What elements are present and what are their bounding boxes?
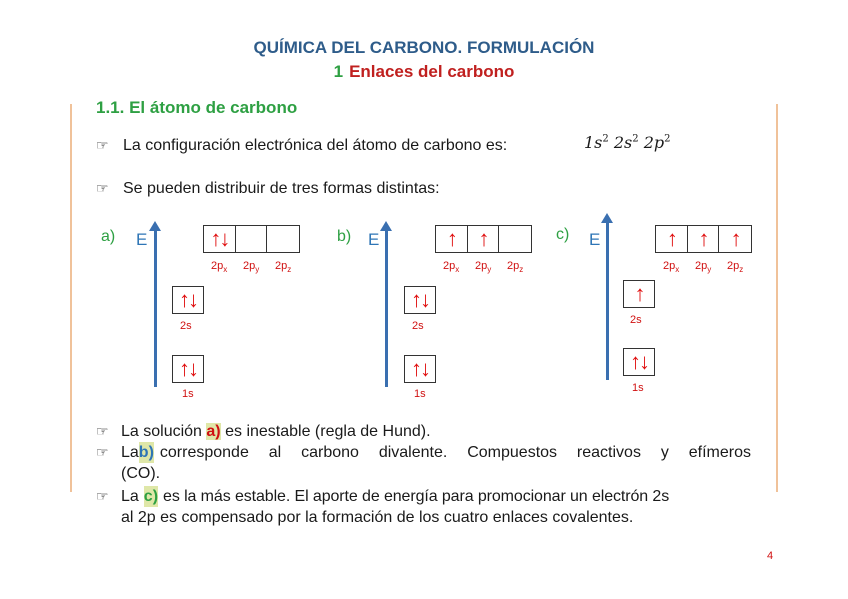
energy-label-a: E bbox=[136, 230, 148, 249]
orbital-2s-a bbox=[172, 286, 204, 314]
conclusion-a-pre: La solución bbox=[121, 423, 202, 440]
orbital-2pz-b bbox=[499, 226, 531, 252]
orbital-1s-a bbox=[172, 355, 204, 383]
conclusion-c bbox=[96, 486, 756, 528]
energy-axis-c bbox=[606, 222, 609, 380]
label-2px-a: $2p_x$ bbox=[211, 260, 228, 275]
orbital-2s-b-electrons: ↑↓ bbox=[411, 287, 429, 312]
orbital-1s-b bbox=[404, 355, 436, 383]
energy-label-c: E bbox=[589, 230, 601, 249]
orbital-2s-c-electrons: ↑ bbox=[634, 281, 644, 306]
pointing-hand-icon: ☞ bbox=[96, 180, 109, 196]
orbital-2s-b bbox=[404, 286, 436, 314]
label-2px-c: $2p_x$ bbox=[663, 260, 680, 275]
orbital-1s-c bbox=[623, 348, 655, 376]
diagram-b-label: b) bbox=[337, 228, 352, 245]
label-2py-a: $2p_y$ bbox=[243, 260, 260, 275]
orbital-2px-c: ↑ bbox=[656, 226, 688, 252]
label-2pz-c: $2p_z$ bbox=[727, 260, 744, 275]
term-1s: 1s bbox=[584, 133, 603, 152]
pointing-hand-icon: ☞ bbox=[96, 444, 109, 460]
conclusion-b bbox=[96, 442, 756, 484]
orbital-2p-c bbox=[655, 225, 752, 253]
page-subtitle bbox=[0, 62, 848, 82]
orbital-2px-b: ↑ bbox=[436, 226, 468, 252]
orbital-1s-c-electrons: ↑↓ bbox=[630, 349, 648, 374]
label-2px-b: $2p_x$ bbox=[443, 260, 460, 275]
subtitle-number: 1 bbox=[333, 62, 344, 81]
label-2s-a: 2s bbox=[180, 320, 192, 332]
orbital-2p-a bbox=[203, 225, 300, 253]
label-1s-b: 1s bbox=[414, 388, 426, 400]
orbital-2py-a bbox=[236, 226, 268, 252]
orbital-1s-b-electrons: ↑↓ bbox=[411, 356, 429, 381]
section-heading: 1.1. El átomo de carbono bbox=[96, 98, 298, 117]
left-margin-line bbox=[70, 104, 72, 492]
label-2py-b: $2p_y$ bbox=[475, 260, 492, 275]
conclusion-b-line2: (CO). bbox=[121, 465, 161, 482]
exp-2p: 2 bbox=[664, 133, 671, 145]
page-number: 4 bbox=[767, 550, 774, 562]
energy-axis-b bbox=[385, 230, 388, 387]
energy-axis-a bbox=[154, 230, 157, 387]
label-1s-c: 1s bbox=[632, 382, 644, 394]
pointing-hand-icon: ☞ bbox=[96, 488, 109, 504]
electron-configuration-formula bbox=[584, 133, 671, 152]
highlight-a: a) bbox=[206, 423, 221, 440]
conclusion-c-pre: La bbox=[121, 488, 139, 505]
highlight-b: b) bbox=[138, 444, 154, 461]
orbital-2s-a-electrons: ↑↓ bbox=[179, 287, 197, 312]
label-1s-a: 1s bbox=[182, 388, 194, 400]
conclusion-a-post: es inestable (regla de Hund). bbox=[225, 423, 431, 440]
diagram-a-label: a) bbox=[101, 228, 116, 245]
orbital-2py-b: ↑ bbox=[468, 226, 500, 252]
exp-2s: 2 bbox=[632, 133, 639, 145]
conclusion-c-line1: es la más estable. El aporte de energía para promocionar un electrón 2s bbox=[163, 488, 670, 505]
diagram-c-label: c) bbox=[556, 226, 570, 243]
label-2s-c: 2s bbox=[630, 314, 642, 326]
term-2p: 2p bbox=[643, 133, 665, 152]
pointing-hand-icon: ☞ bbox=[96, 137, 109, 153]
energy-label-b: E bbox=[368, 230, 380, 249]
conclusion-b-pre: La bbox=[121, 444, 139, 461]
label-2pz-a: $2p_z$ bbox=[275, 260, 292, 275]
orbital-2p-b bbox=[435, 225, 532, 253]
right-margin-line bbox=[776, 104, 778, 492]
label-2pz-b: $2p_z$ bbox=[507, 260, 524, 275]
orbital-2px-a: ↑↓ bbox=[204, 226, 236, 252]
label-2py-c: $2p_y$ bbox=[695, 260, 712, 275]
conclusion-b-line1: corresponde al carbono divalente. Compuestos reactivos y efímeros bbox=[159, 444, 751, 461]
orbital-2s-c bbox=[623, 280, 655, 308]
subtitle-text: Enlaces del carbono bbox=[349, 62, 515, 81]
orbital-2py-c: ↑ bbox=[688, 226, 720, 252]
term-2s: 2s bbox=[613, 133, 633, 152]
orbital-1s-a-electrons: ↑↓ bbox=[179, 356, 197, 381]
conclusion-c-line2: al 2p es compensado por la formación de los cuatro enlaces covalentes. bbox=[121, 509, 634, 526]
orbital-2pz-c: ↑ bbox=[730, 226, 740, 251]
pointing-hand-icon: ☞ bbox=[96, 423, 109, 439]
bullet-distribution-text: Se pueden distribuir de tres formas distintas: bbox=[123, 180, 440, 197]
bullet-configuration-text: La configuración electrónica del átomo de carbono es: bbox=[123, 137, 508, 154]
page-title: QUÍMICA DEL CARBONO. FORMULACIÓN bbox=[253, 38, 595, 57]
label-2s-b: 2s bbox=[412, 320, 424, 332]
highlight-c: c) bbox=[143, 488, 159, 505]
orbital-2pz-a bbox=[267, 226, 299, 252]
conclusion-a bbox=[96, 421, 756, 442]
exp-1s: 2 bbox=[602, 133, 609, 145]
